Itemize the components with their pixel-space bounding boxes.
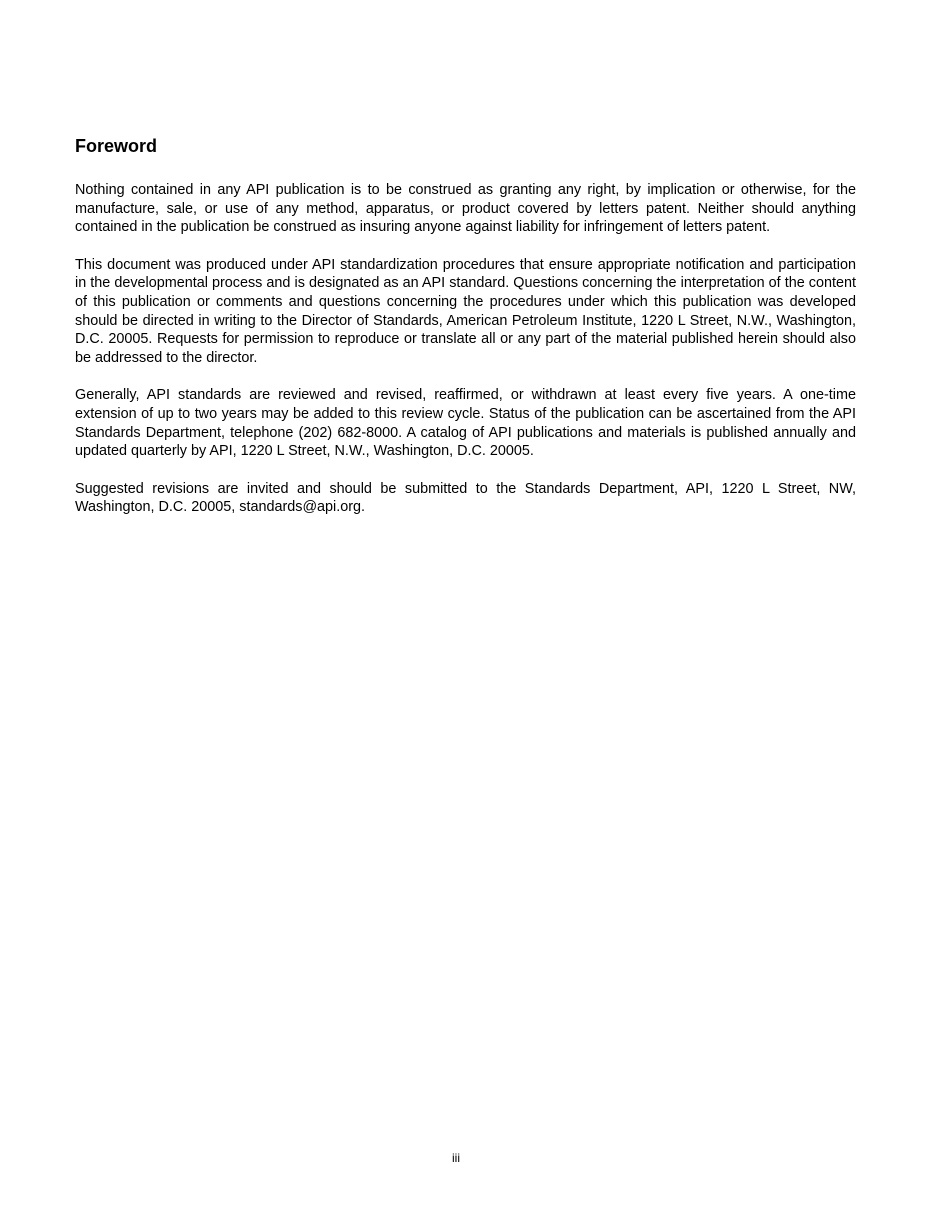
paragraph-suggested-revisions: Suggested revisions are invited and should be submitted to the Standards Department, API, 1220 L Street, NW, Washington, D.C. 20005, standards@api.org. <box>75 480 856 516</box>
page-title: Foreword <box>75 136 158 156</box>
paragraph-patent-disclaimer: Nothing contained in any API publication is to be construed as granting any right, by implication or otherwise, for the manufacture, sale, or use of any method, apparatus, or product covered by letters patent. Neither should anything contained in the publication be construed as insuring anyone against liability for infringement of letters patent. <box>75 182 856 236</box>
document-body <box>75 181 856 536</box>
page-number: iii <box>452 1151 460 1165</box>
paragraph-standardization-procedures: This document was produced under API standardization procedures that ensure appropriate notification and participation in the developmental process and is designated as an API standard. Questions concerning the interpretation of the content of this publication or comments and questions concerning the procedures under which this publication was developed should be directed in writing to the Director of Standards, American Petroleum Institute, 1220 L Street, N.W., Washington, D.C. 20005. Requests for permission to reproduce or translate all or any part of the material published herein should also be addressed to the director. <box>75 256 856 366</box>
paragraph-review-cycle: Generally, API standards are reviewed and revised, reaffirmed, or withdrawn at least every five years. A one-time extension of up to two years may be added to this review cycle. Status of the publication can be ascertained from the API Standards Department, telephone (202) 682-8000. A catalog of API publications and materials is published annually and updated quarterly by API, 1220 L Street, N.W., Washington, D.C. 20005. <box>75 387 856 460</box>
